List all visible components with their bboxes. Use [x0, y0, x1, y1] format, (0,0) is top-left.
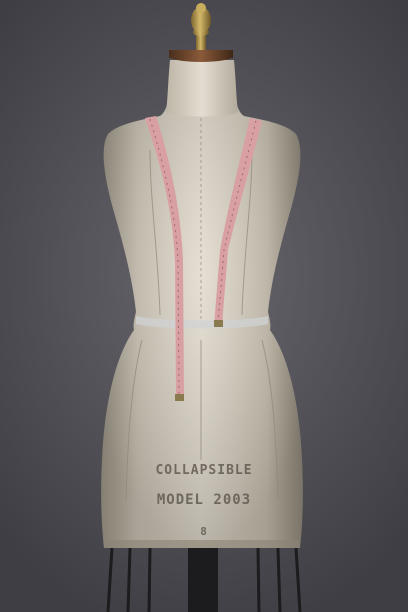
- stand-pole: [188, 545, 218, 612]
- stencil-line-model: MODEL 2003: [156, 492, 252, 508]
- neck: [166, 60, 238, 117]
- finial: [191, 3, 211, 50]
- stencil-line-collapsible: COLLAPSIBLE: [155, 463, 253, 478]
- stencil-line-size: 8: [200, 525, 208, 538]
